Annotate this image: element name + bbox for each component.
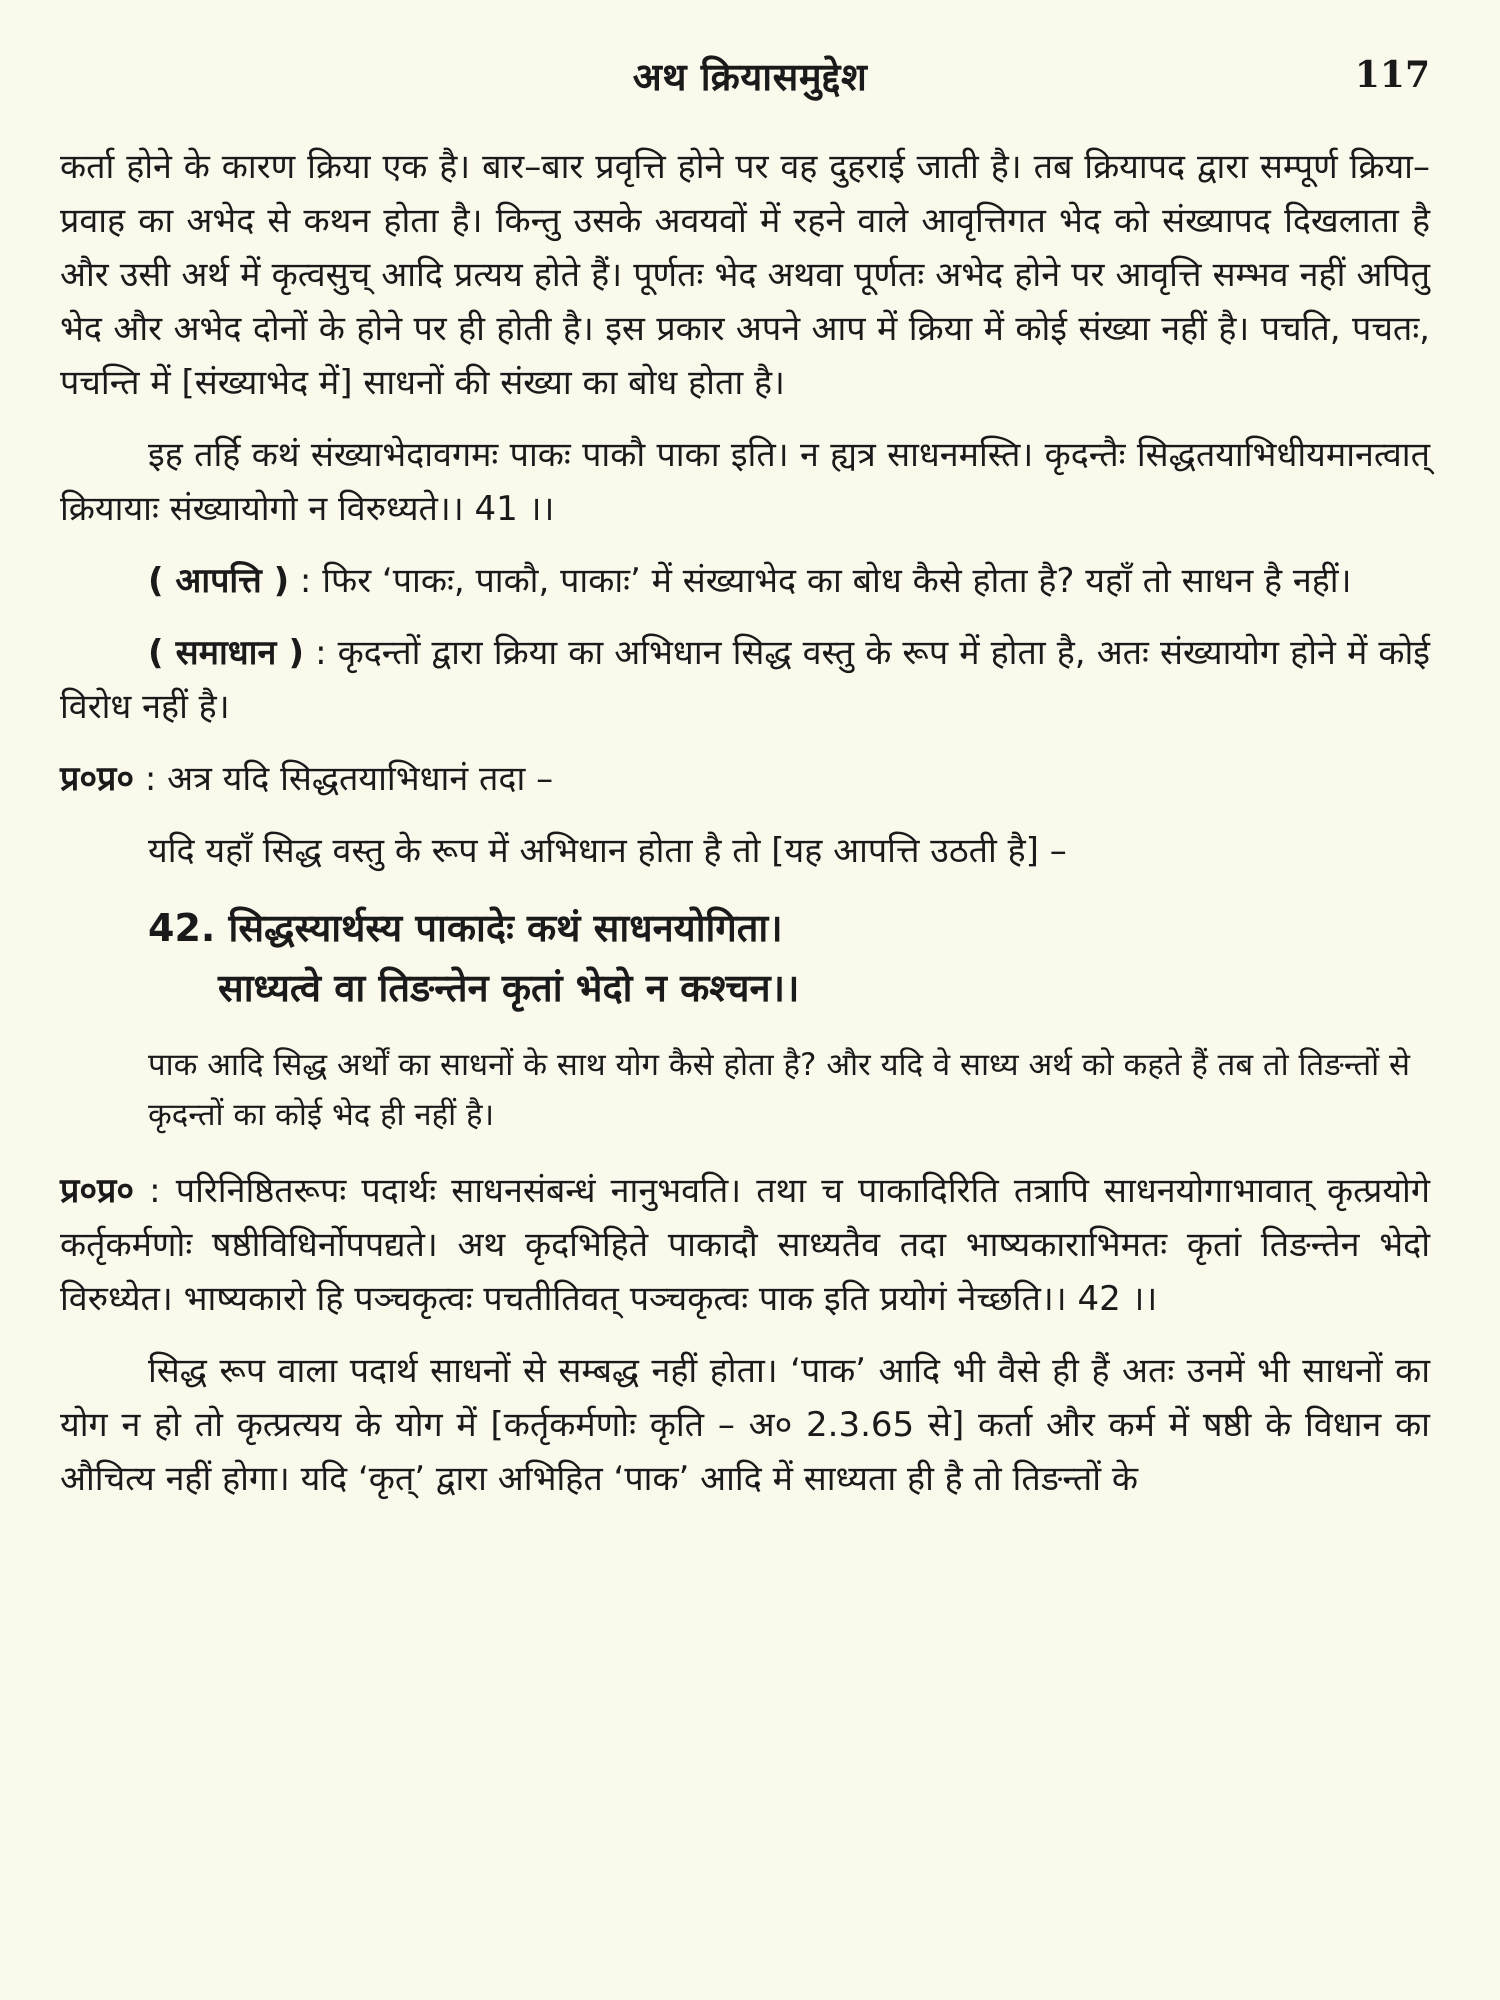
prapra-text-1: : अत्र यदि सिद्धतयाभिधानं तदा – [134, 759, 554, 799]
yadi-paragraph: यदि यहाँ सिद्ध वस्तु के रूप में अभिधान होता है तो [यह आपत्ति उठती है] – [148, 831, 1067, 871]
objection-label: ( आपत्ति ) [148, 561, 290, 601]
prapra-paragraph-2 [60, 1164, 1430, 1326]
paragraph-1: कर्ता होने के कारण क्रिया एक है। बार–बार प्रवृत्ति होने पर वह दुहराई जाती है। तब क्रियापद द्वारा सम्पूर्ण क्रिया–प्रवाह का अभेद से कथन होता है। किन्तु उसके अवयवों में रहने वाले आवृत्तिगत भेद को संख्यापद दिखलाता है और उसी अर्थ में कृत्वसुच् आदि प्रत्यय होते हैं। पूर्णतः भेद अथवा पूर्णतः अभेद होने पर आवृत्ति सम्भव नहीं अपितु भेद और अभेद दोनों के होने पर ही होती है। इस प्रकार अपने आप में क्रिया में कोई संख्या नहीं है। पचति, पचतः, पचन्ति में [संख्याभेद में] साधनों की संख्या का बोध होता है। [60, 147, 1430, 403]
verse-line-1: 42. सिद्धस्यार्थस्य पाकादेः कथं साधनयोगिता। [148, 906, 783, 950]
resolution-paragraph [60, 626, 1430, 734]
page-number: 117 [1354, 54, 1430, 96]
prapra-label-1: प्र०प्र० [60, 759, 135, 799]
verse-line-2: साध्यत्वे वा तिङन्तेन कृतां भेदो न कश्चन।। [218, 966, 800, 1010]
page-header [0, 50, 1500, 110]
page-body [60, 140, 1430, 1524]
resolution-text: : कृदन्तों द्वारा क्रिया का अभिधान सिद्ध वस्तु के रूप में होता है, अतः संख्यायोग होने में कोई विरोध नहीं है। [60, 633, 1430, 727]
objection-text: : फिर ‘पाकः, पाकौ, पाकाः’ में संख्याभेद का बोध कैसे होता है? यहाँ तो साधन है नहीं। [289, 561, 1352, 601]
sanskrit-commentary-41: इह तर्हि कथं संख्याभेदावगमः पाकः पाकौ पाका इति। न ह्यत्र साधनमस्ति। कृदन्तैः सिद्धतयाभिधीयमानत्वात् क्रियायाः संख्यायोगो न विरुध्यते।। 41 ।। [60, 435, 1430, 529]
objection-paragraph [60, 554, 1430, 608]
verse-gloss: पाक आदि सिद्ध अर्थों का साधनों के साथ योग कैसे होता है? और यदि वे साध्य अर्थ को कहते हैं तब तो तिङन्तों से कृदन्तों का कोई भेद ही नहीं है। [148, 1047, 1410, 1133]
resolution-label: ( समाधान ) [148, 633, 305, 673]
prapra-paragraph-1 [60, 752, 1430, 806]
running-title: अथ क्रियासमुद्देश [632, 55, 868, 99]
karika-verse-42 [148, 898, 1430, 1018]
prapra-label-2: प्र०प्र० [60, 1171, 135, 1211]
final-paragraph: सिद्ध रूप वाला पदार्थ साधनों से सम्बद्ध नहीं होता। ‘पाक’ आदि भी वैसे ही हैं अतः उनमें भी साधनों का योग न हो तो कृत्प्रत्यय के योग में [कर्तृकर्मणोः कृति – अ० 2.3.65 से] कर्ता और कर्म में षष्ठी के विधान का औचित्य नहीं होगा। यदि ‘कृत्’ द्वारा अभिहित ‘पाक’ आदि में साध्यता ही है तो तिङन्तों के [60, 1351, 1430, 1499]
prapra-text-2: : परिनिष्ठितरूपः पदार्थः साधनसंबन्धं नानुभवति। तथा च पाकादिरिति तत्रापि साधनयोगाभावात् कृत्प्रयोगे कर्तृकर्मणोः षष्ठीविधिर्नोपपद्यते। अथ कृदभिहिते पाकादौ साध्यतैव तदा भाष्यकाराभिमतः कृतां तिङन्तेन भेदो विरुध्येत। भाष्यकारो हि पञ्चकृत्वः पचतीतिवत् पञ्चकृत्वः पाक इति प्रयोगं नेच्छति।। 42 ।। [60, 1171, 1430, 1319]
